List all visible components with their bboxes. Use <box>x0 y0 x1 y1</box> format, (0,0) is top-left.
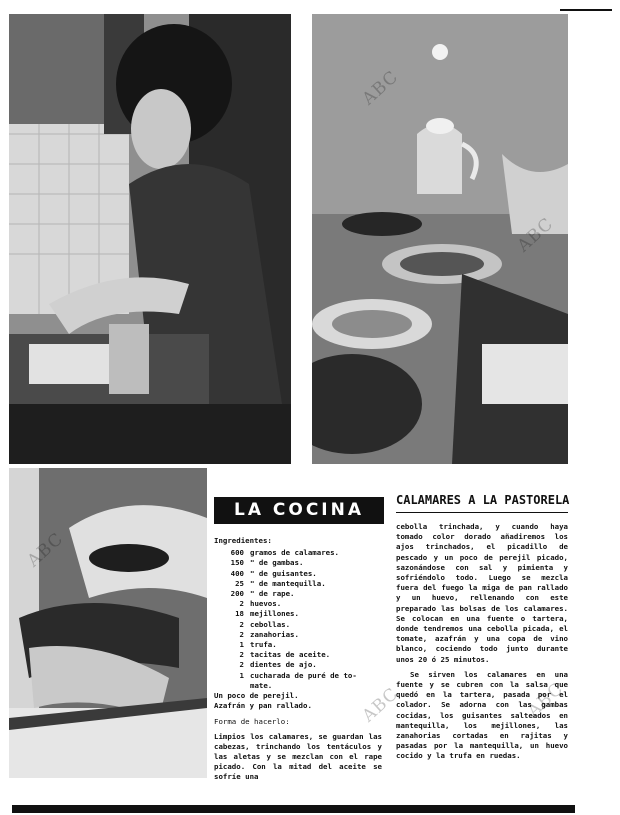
ingredient-quantity: 150 <box>230 558 244 568</box>
ingredient-row <box>214 609 382 619</box>
ingredient-text: trufa. <box>250 640 277 650</box>
divider <box>12 805 575 813</box>
ingredient-row <box>214 620 382 630</box>
ingredient-text: mate. <box>250 680 273 690</box>
ingredient-text: dientes de ajo. <box>250 660 317 670</box>
ingredient-row <box>214 569 382 579</box>
ingredient-text: " de guisantes. <box>250 568 317 578</box>
ingredients-column <box>214 536 382 783</box>
ingredient-quantity: 2 <box>239 619 244 629</box>
ingredient-text: mejillones. <box>250 609 299 619</box>
ingredient-row <box>214 640 382 650</box>
ingredient-row <box>214 599 382 609</box>
recipe-body-column <box>396 522 568 767</box>
ingredient-quantity: 25 <box>235 578 244 588</box>
divider <box>560 9 612 11</box>
ingredient-quantity: 2 <box>239 650 244 660</box>
recipe-paragraph: Se sirven los calamares en una fuente y se cubren con la salsa que quedó en la tartera, pasada por el colador. Se adorna con las gambas cocidas, los guisantes salteados en mantequilla, los mejillones, las zanahorias cortadas en rajitas y pasadas por la mantequilla, un huevo cocido y la trufa en ruedas. <box>396 669 568 761</box>
method-text: Limpios los calamares, se guardan las cabezas, trinchando los tentáculos y las aletas y se mezclan con el rape picado. Con la mitad del aceite se sofríe una <box>214 731 382 782</box>
ingredient-text: huevos. <box>250 599 282 609</box>
ingredient-text: cebollas. <box>250 619 291 629</box>
ingredient-row <box>214 650 382 660</box>
ingredient-quantity: 2 <box>239 629 244 639</box>
ingredient-text: " de rape. <box>250 589 295 599</box>
ingredient-quantity: 18 <box>235 609 244 619</box>
ingredient-row <box>214 548 382 558</box>
watermark: ABC <box>513 213 558 257</box>
ingredients-list <box>214 548 382 691</box>
ingredient-row <box>214 681 382 691</box>
ingredient-quantity: 200 <box>230 589 244 599</box>
ingredient-row <box>214 558 382 568</box>
ingredient-extra: Un poco de perejil. <box>214 691 299 701</box>
ingredient-quantity: 1 <box>239 640 244 650</box>
ingredient-text: zanahorias. <box>250 629 299 639</box>
section-banner: LA COCINA <box>214 497 384 524</box>
photo-hands-preparing <box>9 468 207 778</box>
ingredient-quantity: 1 <box>239 670 244 680</box>
watermark: ABC <box>23 528 68 572</box>
ingredient-text: " de mantequilla. <box>250 578 326 588</box>
ingredient-row <box>214 589 382 599</box>
ingredient-extra: Azafrán y pan rallado. <box>214 701 312 711</box>
ingredient-row <box>214 660 382 670</box>
watermark: ABC <box>358 683 403 727</box>
recipe-title: CALAMARES A LA PASTORELA <box>396 493 568 513</box>
watermark: ABC <box>523 678 568 722</box>
watermark: ABC <box>358 66 403 110</box>
ingredient-text: cucharada de puré de to- <box>250 670 357 680</box>
recipe-paragraph: cebolla trinchada, y cuando haya tomado color dorado añadiremos los ajos trinchados, el picadillo de pescado y un poco de perejil picado, sazonándose con sal y pimienta y sofriéndolo todo. Luego se mezcla fuera del fuego la miga de pan rallado y un huevo, rellenando con este preparado las bolsas de los calamares. Se colocan en una fuente o tartera, donde tendremos una cebolla picada, el tomate, azafrán y una copa de vino blanco, cociendo todo junto durante unos 20 ó 25 minutos. <box>396 522 568 664</box>
photo-woman-cooking <box>9 14 291 464</box>
ingredient-row <box>214 671 382 681</box>
ingredient-quantity: 2 <box>239 660 244 670</box>
ingredient-row <box>214 630 382 640</box>
ingredients-heading: Ingredientes: <box>214 536 272 545</box>
ingredient-row <box>214 579 382 589</box>
ingredient-quantity: 600 <box>230 548 244 558</box>
ingredient-quantity: 400 <box>230 568 244 578</box>
ingredient-quantity <box>214 681 250 691</box>
ingredient-quantity: 2 <box>239 599 244 609</box>
method-heading: Forma de hacerlo: <box>214 717 290 727</box>
ingredient-text: " de gambas. <box>250 558 304 568</box>
ingredient-text: tacitas de aceite. <box>250 650 331 660</box>
ingredient-text: gramos de calamares. <box>250 548 339 558</box>
